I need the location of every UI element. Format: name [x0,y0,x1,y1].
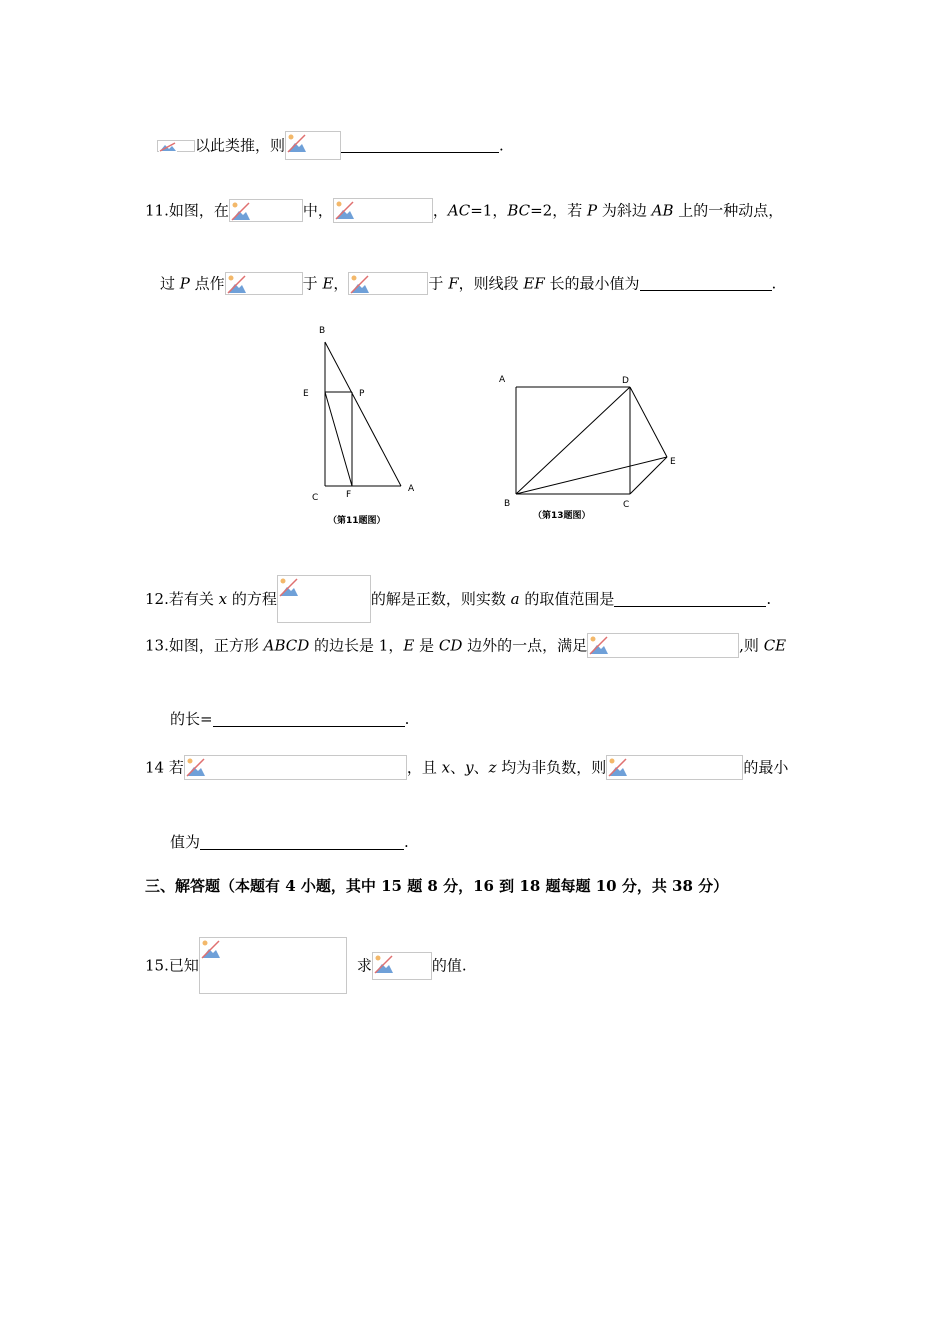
fig13-label: C [623,500,630,510]
q14-line1 [145,755,788,780]
period: . [766,590,772,608]
q13-text: 是 [414,636,439,655]
q11-text: 11.如图，在 [145,201,229,220]
q11-text: 于 [428,274,449,293]
fig11-label: E [303,389,309,399]
q11-text: ，则线段 [458,274,524,293]
q11-text: =1， [470,201,508,220]
q11-text: ， [333,274,349,293]
fig13-label: E [670,457,676,467]
fig13-label: A [499,375,506,385]
fig13-label: B [504,499,511,509]
period: . [771,274,777,293]
section-heading: 三、解答题（本题有 4 小题，其中 15 题 8 分，16 到 18 题每题 10 分，共 38 分） [145,877,729,895]
broken-image-icon [199,937,347,994]
broken-image-icon [157,140,195,152]
q14-text: 、 [473,758,489,777]
figure-13 [490,370,690,530]
answer-blank [213,712,405,727]
q13-text: 的长= [170,710,213,728]
math-var: EF [523,274,545,293]
math-var: E [403,636,415,655]
q14-text: 值为 [170,833,201,851]
period: . [499,136,504,155]
fig11-label: A [408,484,415,494]
fig11-label: C [312,493,319,503]
figure-11 [295,320,425,530]
math-var: P [587,201,598,220]
broken-image-icon [333,198,433,223]
q13-text: 边外的一点，满足 [462,636,588,655]
q12-text: 的解是正数，则实数 [370,590,511,608]
broken-image-icon [184,755,407,780]
q14-line2 [170,831,409,852]
q13-line1 [145,633,786,658]
q11-text: 上的一种动点， [673,201,784,220]
math-var: AC [447,201,471,220]
broken-image-icon [225,272,303,295]
q14-text: ，且 [406,758,442,777]
q11-text: 过 [160,274,180,293]
q13-line2 [170,708,409,729]
fig11-label: P [359,389,365,399]
fig13-label: D [622,376,629,386]
q15-text: 15.已知 [145,956,199,975]
broken-image-icon [229,199,303,222]
answer-blank [200,835,404,850]
answer-blank [341,138,499,153]
fig11-caption: （第11题图） [328,516,386,526]
q15-line [145,937,467,994]
q11-text: 为斜边 [597,201,652,220]
math-var: BC [507,201,531,220]
broken-image-icon [587,633,739,658]
q12-text: 12.若有关 [145,590,219,608]
fig11-label: F [346,490,352,500]
q14-text: 均为非负数，则 [496,758,607,777]
math-var: x [441,758,451,777]
q11-text: ， [432,201,448,220]
q13-text: 13.如图，正方形 [145,636,264,655]
period: . [404,710,410,728]
q11-line2 [160,272,776,295]
q15-text: 求 [356,956,372,975]
q11-text: 中， [302,201,333,220]
q11-line1 [145,198,783,223]
q14-text: 、 [450,758,466,777]
math-var: z [488,758,497,777]
math-var: E [322,274,334,293]
q13-text: ,则 [739,636,764,655]
q12-text: 的取值范围是 [519,590,615,608]
q12-text: 的方程 [227,590,277,608]
q10-line [157,131,504,160]
q12-line [145,575,771,623]
math-var: ABCD [263,636,310,655]
answer-blank [614,592,766,607]
math-var: x [218,590,228,608]
q11-text: =2，若 [530,201,587,220]
q11-text: 点作 [189,274,225,293]
period: . [404,833,409,851]
broken-image-icon [606,755,743,780]
fig13-caption: （第13题图） [533,511,591,521]
broken-image-icon [372,952,432,980]
q14-text: 14 若 [145,758,184,777]
math-var: CE [763,636,787,655]
broken-image-icon [348,272,428,295]
math-var: CD [438,636,463,655]
math-var: F [448,274,459,293]
q11-text: 于 [302,274,323,293]
q13-text: 的边长是 1， [309,636,404,655]
q11-text: 长的最小值为 [544,274,640,293]
q10-text: 以此类推，则 [195,136,286,155]
fig11-label: B [319,326,326,336]
math-var: a [510,590,520,608]
answer-blank [640,276,772,291]
math-var: P [179,274,190,293]
q14-text: 的最小 [743,758,789,777]
q15-text: 的值. [431,956,467,975]
math-var: y [465,758,474,777]
broken-image-icon [285,131,341,160]
broken-image-icon [277,575,371,623]
math-var: AB [651,201,674,220]
